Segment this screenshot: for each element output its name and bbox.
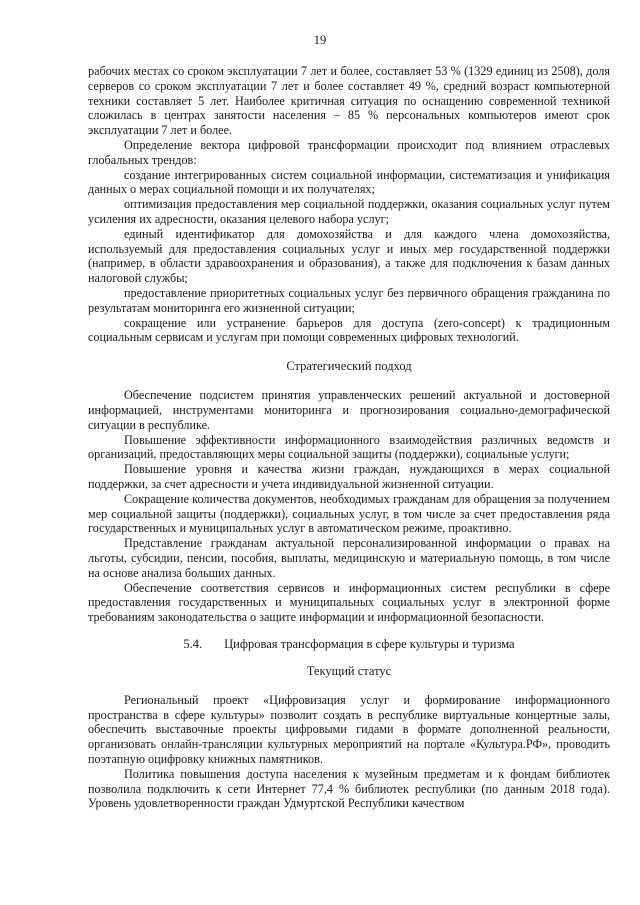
paragraph: Обеспечение соответствия сервисов и информационных систем республики в сфере предоставления государственных и муниципальных социальных услуг в электронной форме требованиям законодательства о защите информации и информационной безопасности.: [88, 580, 610, 625]
paragraph: Определение вектора цифровой трансформации происходит под влиянием отраслевых глобальных трендов:: [88, 137, 610, 167]
status-heading: Текущий статус: [306, 663, 392, 678]
paragraph: предоставление приоритетных социальных услуг без первичного обращения гражданина по результатам мониторинга его жизненной ситуации;: [88, 285, 610, 315]
paragraph: создание интегрированных систем социальной информации, систематизация и унификация данных о мерах социальной помощи и их получателях;: [88, 167, 610, 197]
paragraph: оптимизация предоставления мер социальной поддержки, оказания социальных услуг путем усиления их адресности, оказания целевого набора услуг;: [88, 197, 610, 226]
paragraph: Повышение уровня и качества жизни граждан, нуждающихся в мерах социальной поддержки, за счет адресности и учета индивидуальной жизненной ситуации.: [88, 462, 610, 491]
paragraph: Сокращение количества документов, необходимых гражданам для обращения за получением мер социальной защиты (поддержки), социальных услуг, в том числе за счет предоставления ряда государственных и муниципальных услуг в автоматическом режиме, проактивно.: [88, 491, 610, 536]
paragraph: Повышение эффективности информационного взаимодействия различных ведомств и организаций, предоставляющих меры социальной защиты (поддержки), социальные услуги;: [88, 432, 610, 462]
paragraph: Региональный проект «Цифровизация услуг и формирование информационного пространства в сфере культуры» позволит создать в республике виртуальные концертные залы, обеспечить выставочные проекты цифровыми гидами в формате дополненной реальности, организовать онлайн-трансляции культурных мероприятий на портале «Культура.РФ», проводить поэтапную оцифровку книжных памятников.: [88, 692, 610, 767]
paragraph: сокращение или устранение барьеров для доступа (zero-concept) к традиционным социальным сервисам и услугам при помощи современных цифровых технологий.: [88, 315, 610, 345]
paragraph: Политика повышения доступа населения к музейным предметам и к фондам библиотек позволила подключить к сети Интернет 77,4 % библиотек республики (по данным 2018 года). Уровень удовлетворенности граждан Удмуртской Республики качеством: [88, 766, 610, 811]
paragraph: единый идентификатор для домохозяйства и для каждого члена домохозяйства, используемый для предоставления социальных услуг и иных мер государственной поддержки (например, в области здравоохранения и образования), а также для подключения к базам данных налоговой службы;: [88, 226, 610, 286]
paragraph: рабочих местах со сроком эксплуатации 7 лет и более, составляет 53 % (1329 единиц из 2508), доля серверов со сроком эксплуатации 7 лет и более составляет 49 %, средний возраст компьютерной техники составляет 5 лет. Наиболее критичная ситуация по оснащению современной техникой сложилась в центрах занятости населения – 85 % персональных компьютеров имеют срок эксплуатации 7 лет и более.: [88, 64, 610, 138]
section-heading: [88, 637, 610, 652]
strategic-heading: Стратегический подход: [286, 359, 412, 374]
section-number: 5.4.: [183, 636, 203, 651]
page-number: 19: [313, 33, 327, 47]
paragraph: Представление гражданам актуальной персонализированной информации о правах на льготы, субсидии, пенсии, пособия, выплаты, медицинскую и материальную помощь, в том числе на основе анализа больших данных.: [88, 536, 610, 580]
paragraph: Обеспечение подсистем принятия управленческих решений актуальной и достоверной информацией, инструментами мониторинга и прогнозирования социально-демографической ситуации в республике.: [88, 388, 610, 432]
section-title: Цифровая трансформация в сфере культуры и туризма: [224, 636, 515, 651]
page-content: [88, 64, 610, 811]
